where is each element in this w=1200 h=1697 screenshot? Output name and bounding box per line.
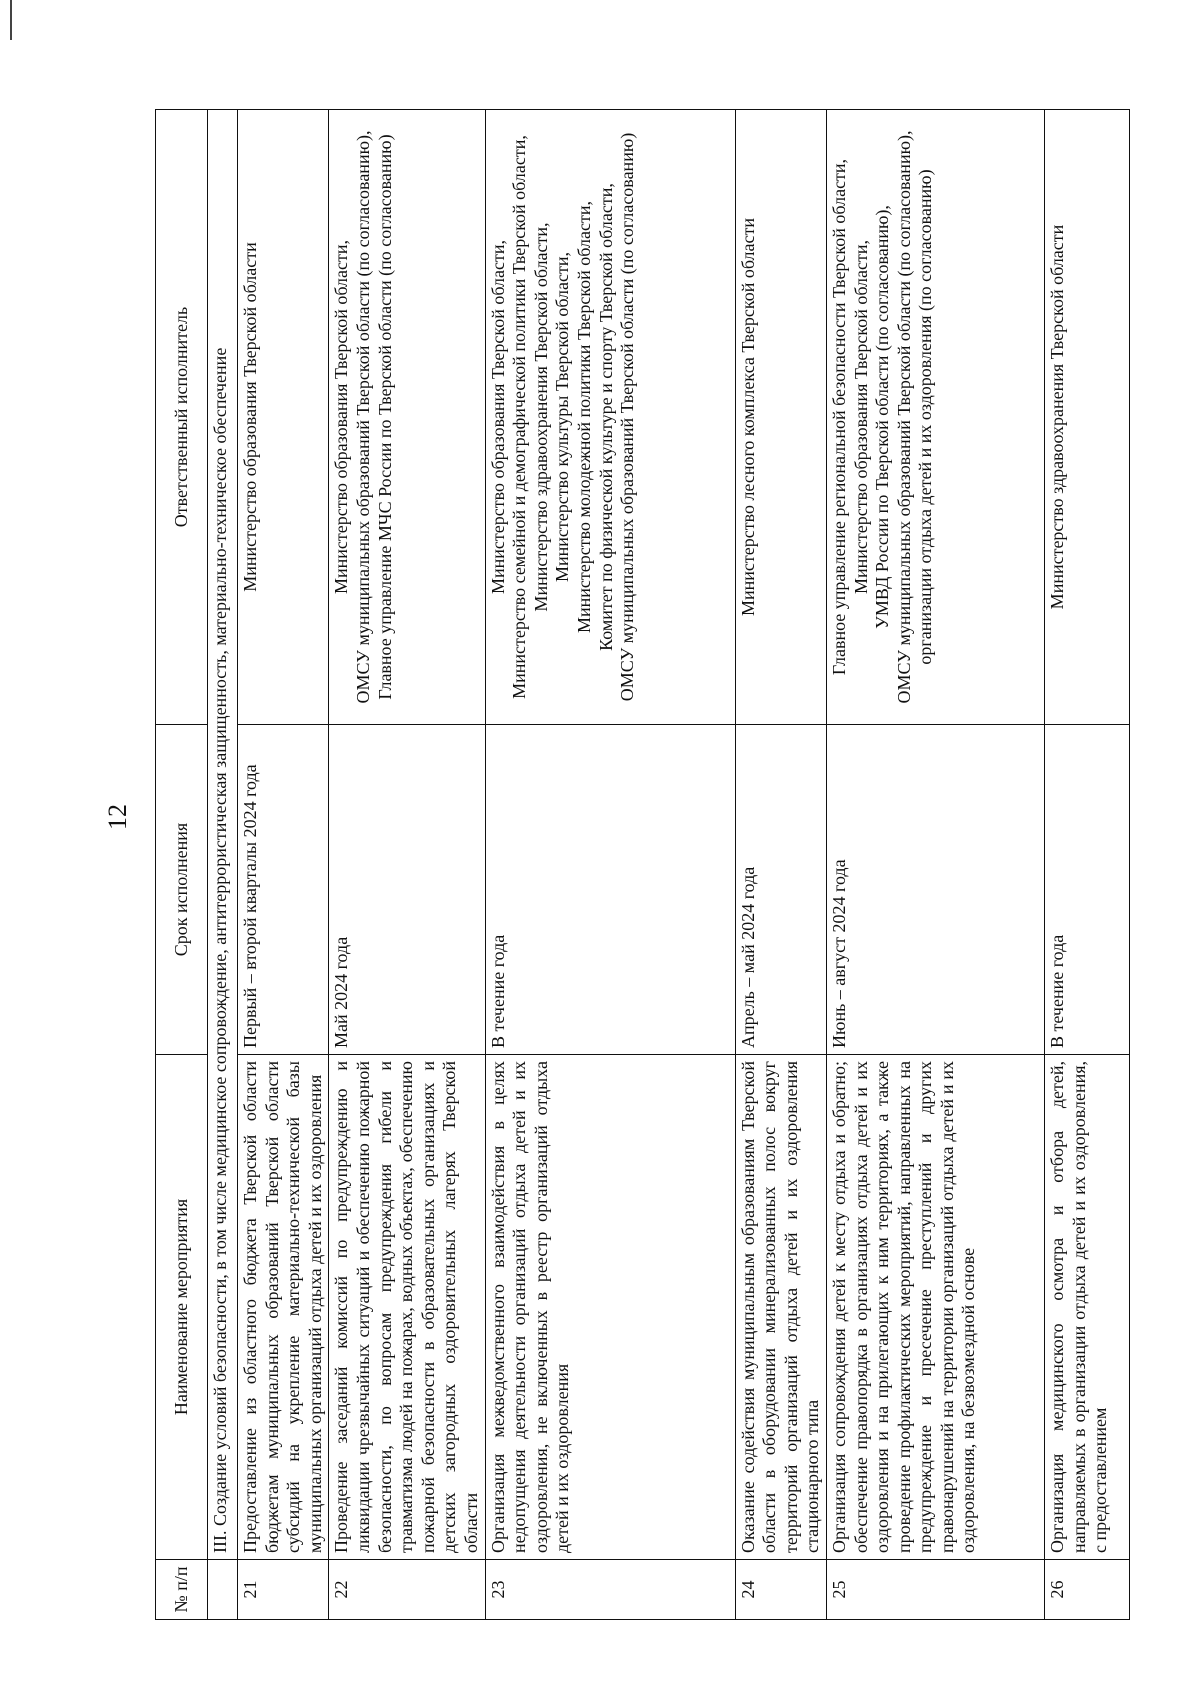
row-num: 23: [485, 1560, 735, 1620]
table-row: [238, 110, 329, 1620]
section-title: III. Создание условий безопасности, в том числе медицинское сопровождение, антитеррористическая защищенность, материально-техническое обеспечение: [208, 110, 238, 1560]
row-name: Предоставление из областного бюджета Тверской области бюджетам муниципальных образований Тверской области субсидий на укрепление материально-технической базы муниципальных организаций отдыха детей и их оздоровления: [238, 1055, 329, 1560]
table-header-row: [156, 110, 208, 1620]
table-row: [1044, 110, 1129, 1620]
header-term: Срок исполнения: [156, 725, 208, 1055]
row-term: Первый – второй кварталы 2024 года: [238, 725, 329, 1055]
header-name: Наименование мероприятия: [156, 1055, 208, 1560]
header-executor: Ответственный исполнитель: [156, 110, 208, 725]
row-term: Апрель – май 2024 года: [735, 725, 826, 1055]
row-executor: Министерство здравоохранения Тверской области: [1044, 110, 1129, 725]
row-num: 21: [238, 1560, 329, 1620]
row-name: Организация медицинского осмотра и отбора детей, направляемых в организации отдыха детей и их оздоровления, с предоставлением: [1044, 1055, 1129, 1560]
row-executor: Министерство образования Тверской области: [238, 110, 329, 725]
scan-mark: [10, 0, 12, 40]
row-executor: Министерство образования Тверской области, ОМСУ муниципальных образований Тверской области (по согласованию), Главное управление МЧС России по Тверской области (по согласованию): [329, 110, 485, 725]
row-name: Оказание содействия муниципальным образованиям Тверской области в оборудовании минерализованных полос вокруг территорий организаций отдыха детей и их оздоровления стационарного типа: [735, 1055, 826, 1560]
table-row: [485, 110, 735, 1620]
row-name: Организация сопровождения детей к месту отдыха и обратно; обеспечение правопорядка в организациях отдыха детей и их оздоровления и на прилегающих к ним территориях, а также проведение профилактических мероприятий, направленных на предупреждение и пресечение преступлений и других правонарушений на территории организаций отдыха детей и их оздоровления, на безвозмездной основе: [826, 1055, 1044, 1560]
row-num: 24: [735, 1560, 826, 1620]
row-name: Проведение заседаний комиссий по предупреждению и ликвидации чрезвычайных ситуаций и обеспечению пожарной безопасности, по вопросам предупреждения гибели и травматизма людей на пожарах, водных объектах, обеспечению пожарной безопасности в образовательных организациях и детских загородных оздоровительных лагерях Тверской области: [329, 1055, 485, 1560]
events-table: [155, 109, 1130, 1620]
row-executor: Главное управление региональной безопасности Тверской области, Министерство образования Тверской области, УМВД России по Тверской области (по согласованию), ОМСУ муниципальных образований Тверской области (по согласованию), организации отдыха детей и их оздоровления (по согласованию): [826, 110, 1044, 725]
table-row: [826, 110, 1044, 1620]
table-row: [329, 110, 485, 1620]
row-num: 26: [1044, 1560, 1129, 1620]
row-executor: Министерство образования Тверской области, Министерство семейной и демографической политики Тверской области, Министерство здравоохранения Тверской области, Министерство культуры Тверской области, Министерство молодежной политики Тверской области, Комитет по физической культуре и спорту Тверской области, ОМСУ муниципальных образований Тверской области (по согласованию): [485, 110, 735, 725]
row-term: Май 2024 года: [329, 725, 485, 1055]
table-row: [735, 110, 826, 1620]
rotated-table-container: [155, 110, 1111, 1620]
row-term: В течение года: [485, 725, 735, 1055]
row-term: Июнь – август 2024 года: [826, 725, 1044, 1055]
row-name: Организация межведомственного взаимодействия в целях недопущения деятельности организаций отдыха детей и их оздоровления, не включенных в реестр организаций отдыха детей и их оздоровления: [485, 1055, 735, 1560]
row-num: 22: [329, 1560, 485, 1620]
row-executor: Министерство лесного комплекса Тверской области: [735, 110, 826, 725]
header-num: № п/п: [156, 1560, 208, 1620]
row-term: В течение года: [1044, 725, 1129, 1055]
section-row: [208, 110, 238, 1620]
page-number: 12: [103, 804, 132, 830]
row-num: 25: [826, 1560, 1044, 1620]
